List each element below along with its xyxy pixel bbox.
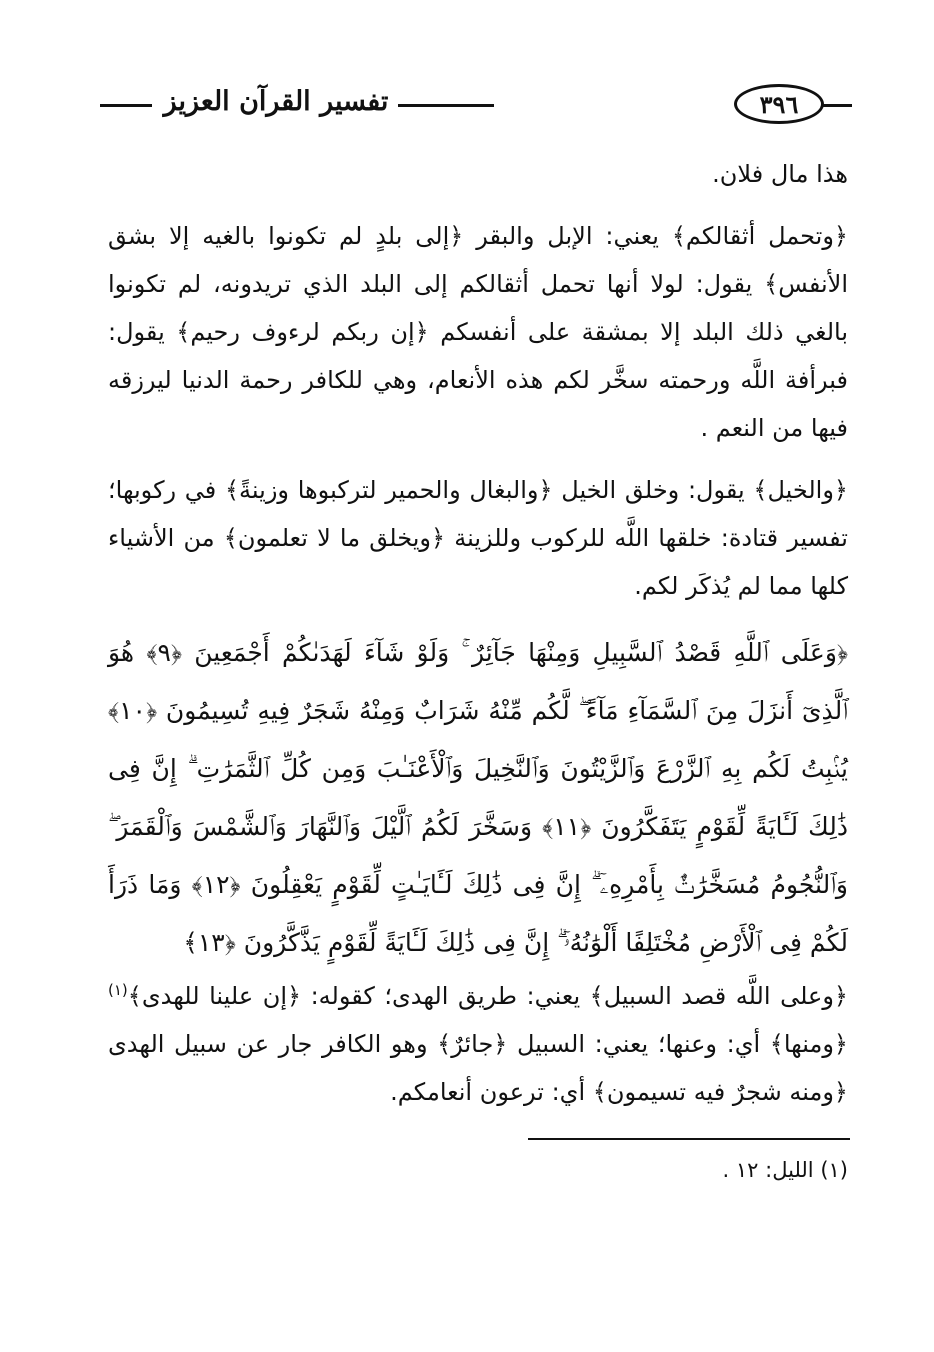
quran-verses: ﴿وَعَلَى ٱللَّهِ قَصْدُ ٱلسَّبِيلِ وَمِنْهَا جَآئِرٌ ۚ وَلَوْ شَآءَ لَهَدَىٰكُمْ أَجْمَعِينَ ﴿٩﴾ هُوَ ٱلَّذِىٓ أَنزَلَ مِنَ ٱلسَّمَآءِ مَآءً ۖ لَّكُم مِّنْهُ شَرَابٌ وَمِنْهُ شَجَرٌ فِيهِ تُسِيمُونَ ﴿١٠﴾ يُنۢبِتُ لَكُم بِهِ ٱلزَّرْعَ وَٱلزَّيْتُونَ وَٱلنَّخِيلَ وَٱلْأَعْنَـٰبَ وَمِن كُلِّ ٱلثَّمَرَٰتِ ۗ إِنَّ فِى ذَٰلِكَ لَـَٔايَةً لِّقَوْمٍ يَتَفَكَّرُونَ ﴿١١﴾ وَسَخَّرَ لَكُمُ ٱلَّيْلَ وَٱلنَّهَارَ وَٱلشَّمْسَ وَٱلْقَمَرَ ۖ وَٱلنُّجُومُ مُسَخَّرَٰتٌۢ بِأَمْرِهِۦٓ ۗ إِنَّ فِى ذَٰلِكَ لَـَٔايَـٰتٍ لِّقَوْمٍ يَعْقِلُونَ ﴿١٢﴾ وَمَا ذَرَأَ لَكُمْ فِى ٱلْأَرْضِ مُخْتَلِفًا أَلْوَٰنُهُۥٓ ۗ إِنَّ فِى ذَٰلِكَ لَـَٔايَةً لِّقَوْمٍ يَذَّكَّرُونَ ﴿١٣﴾	[108, 638, 849, 957]
paragraph-intro: هذا مال فلان.	[712, 160, 848, 188]
commentary-text-start: ﴿وعلى اللَّه قصد السبيل﴾ يعني: طريق الهدى؛ كقوله: ﴿إن علينا للهدى﴾	[127, 982, 848, 1010]
commentary-text-end: ﴿ومنها﴾ أي: وعنها؛ يعني: السبيل ﴿جائرٌ﴾ وهو الكافر جار عن سبيل الهدى ﴿ومنه شجرٌ فيه تسيمون﴾ أي: ترعون أنعامكم.	[108, 1030, 848, 1106]
paragraph-burdens: ﴿وتحمل أثقالكم﴾ يعني: الإبل والبقر ﴿إلى بلدٍ لم تكونوا بالغيه إلا بشق الأنفس﴾ يقول: لولا أنها تحمل أثقالكم إلى البلد الذي تريدونه، لم تكونوا بالغي ذلك البلد إلا بمشقة على أنفسكم ﴿إن ربكم لرءوف رحيم﴾ يقول: فبرأفة اللَّه ورحمته سخَّر لكم هذه الأنعام، وهي للكافر رحمة الدنيا ليرزقه فيها من النعم .	[108, 222, 848, 442]
header-rule-middle	[398, 104, 494, 107]
page-header	[100, 78, 852, 134]
footnote-reference: (١)	[108, 981, 128, 999]
footnote-separator	[528, 1138, 850, 1140]
paragraph-commentary	[108, 972, 848, 1116]
footnote: (١) الليل: ١٢ .	[722, 1158, 848, 1182]
header-rule-right	[822, 104, 852, 107]
page-body	[108, 150, 848, 1116]
header-rule-left	[100, 104, 152, 107]
running-title: تفسير القرآن العزيز	[163, 86, 389, 117]
paragraph-horses: ﴿والخيل﴾ يقول: وخلق الخيل ﴿والبغال والحمير لتركبوها وزينةً﴾ في ركوبها؛ تفسير قتادة: خلقها اللَّه للركوب وللزينة ﴿ويخلق ما لا تعلمون﴾ من الأشياء كلها مما لم يُذكَر لكم.	[108, 476, 848, 600]
page-number: ٣٩٦	[734, 84, 824, 124]
